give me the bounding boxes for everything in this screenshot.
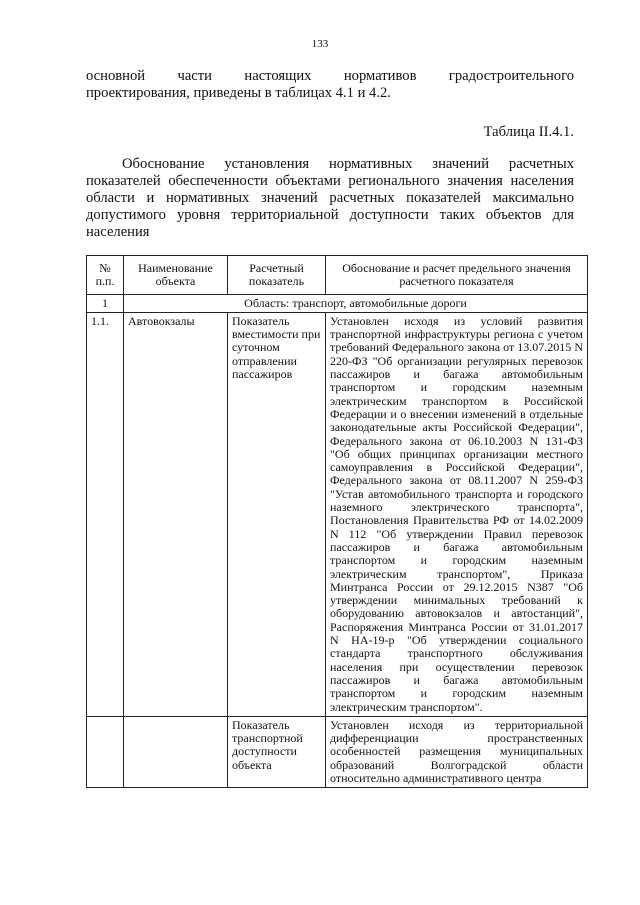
norms-table [86, 255, 588, 788]
section-title: Область: транспорт, автомобильные дороги [124, 294, 588, 312]
page-number: 133 [311, 38, 329, 50]
table-header-row [87, 256, 588, 295]
intro-line-1: основной части настоящих нормативов градостроительного [86, 68, 574, 84]
section-num: 1 [87, 294, 124, 312]
row-indicator: Показатель транспортной доступности объекта [228, 716, 326, 787]
intro-line-2: проектирования, приведены в таблицах 4.1 и 4.2. [86, 85, 391, 101]
row-num: 1.1. [87, 312, 124, 716]
row-justification: Установлен исходя из условий развития транспортной инфраструктуры региона с учетом требований Федерального закона от 13.07.2015 N 220-ФЗ "Об организации регулярных перевозок пассажиров и багажа автомобильным транспортом и городским наземным электрическим транспортом в Российской Федерации и о внесении изменений в отдельные законодательные акты Российской Федерации", Федерального закона от 06.10.2003 N 131-ФЗ "Об общих принципах организации местного самоуправления в Российской Федерации", Федерального закона от 08.11.2007 N 259-ФЗ "Устав автомобильного транспорта и городского наземного электрического транспорта", Постановления Правительства РФ от 14.02.2009 N 112 "Об утверждении Правил перевозок пассажиров и багажа автомобильным транспортом и городским наземным электрическим транспортом", Приказа Минтранса России от 29.12.2015 N387 "Об утверждении минимальных требований к оборудованию автовокзалов и автостанций", Распоряжения Минтранса России от 31.01.2017 N НА-19-р "Об утверждении социального стандарта транспортного обслуживания населения при осуществлении перевозок пассажиров и багажа автомобильным транспортом и городским наземным электрическим транспортом". [326, 312, 588, 716]
intro-paragraph [86, 68, 574, 102]
header-name: Наименование объекта [124, 256, 228, 295]
header-indicator: Расчетный показатель [228, 256, 326, 295]
row-justification: Установлен исходя из территориальной дифференциации пространственных особенностей размещения муниципальных образований Волгоградской области относительно административного центра [326, 716, 588, 787]
table-caption: Таблица II.4.1. [483, 124, 574, 140]
section-row [87, 294, 588, 312]
row-name [124, 716, 228, 787]
row-num [87, 716, 124, 787]
header-num: № п.п. [87, 256, 124, 295]
row-indicator: Показатель вместимости при суточном отправлении пассажиров [228, 312, 326, 716]
row-name: Автовокзалы [124, 312, 228, 716]
table-row [87, 716, 588, 787]
table-row [87, 312, 588, 716]
table-heading: Обоснование установления нормативных значений расчетных показателей обеспеченности объектами регионального значения населения области и нормативных значений расчетных показателей максимально допустимого уровня территориальной доступности таких объектов для населения [86, 156, 574, 240]
header-justification: Обоснование и расчет предельного значения расчетного показателя [326, 256, 588, 295]
